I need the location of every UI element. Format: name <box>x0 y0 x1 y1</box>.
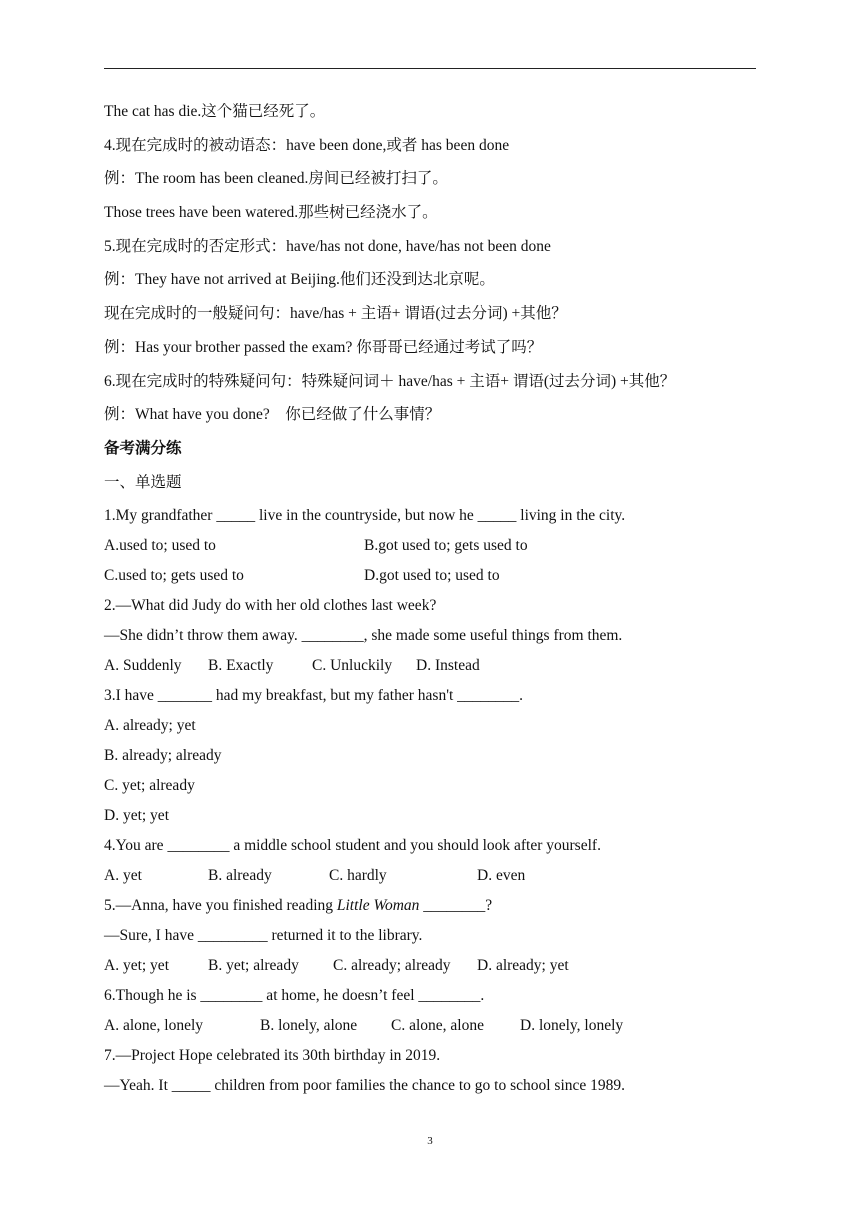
option-b: B. already; already <box>104 747 222 765</box>
option-d: D.got used to; used to <box>364 567 500 585</box>
text-line: The cat has die.这个猫已经死了。 <box>104 103 326 120</box>
option-c: C.used to; gets used to <box>104 567 244 585</box>
question-7-stem: 7.—Project Hope celebrated its 30th birthday in 2019. <box>104 1047 441 1065</box>
option-c: C. already; already <box>333 957 451 975</box>
option-b: B. already <box>208 867 272 885</box>
text-line: 5.现在完成时的否定形式：have/has not done, have/has not been done <box>104 237 551 255</box>
option-d: D. lonely, lonely <box>520 1017 624 1035</box>
page-number: 3 <box>427 1135 433 1147</box>
option-a: A. Suddenly <box>104 657 182 675</box>
option-d: D. Instead <box>416 657 480 675</box>
option-c: C. hardly <box>329 867 387 885</box>
header-rule <box>104 68 756 69</box>
option-b: B. lonely, alone <box>260 1017 358 1035</box>
question-2-stem: 2.—What did Judy do with her old clothes last week? <box>104 597 437 615</box>
book-title: Little Woman <box>336 897 420 915</box>
question-5-stem-reply: —Sure, I have _________ returned it to the library. <box>104 927 423 945</box>
question-5-stem-post: ________? <box>419 897 493 915</box>
question-1-options-row-2 <box>104 566 764 586</box>
question-3-stem: 3.I have _______ had my breakfast, but my father hasn't ________. <box>104 687 524 705</box>
question-1-stem: 1.My grandfather _____ live in the countryside, but now he _____ living in the city. <box>104 507 626 525</box>
option-d: D. even <box>477 867 526 885</box>
option-c: C. Unluckily <box>312 657 393 675</box>
question-6-stem: 6.Though he is ________ at home, he doesn’t feel ________. <box>104 987 485 1005</box>
text-line: 例：Has your brother passed the exam? 你哥哥已经通过考试了吗？ <box>104 338 543 356</box>
text-line: 现在完成时的一般疑问句：have/has + 主语+ 谓语(过去分词) +其他？ <box>104 305 567 323</box>
option-a: A.used to; used to <box>104 537 216 555</box>
text-line: 例：The room has been cleaned.房间已经被打扫了。 <box>104 170 448 188</box>
option-b: B.got used to; gets used to <box>364 537 528 555</box>
page-content <box>104 102 764 1106</box>
question-6-options <box>104 1016 764 1036</box>
question-5-stem-pre: 5.—Anna, have you finished reading <box>104 897 337 915</box>
subsection-title: 一、单选题 <box>104 473 182 491</box>
question-5-stem <box>104 896 764 916</box>
text-line: Those trees have been watered.那些树已经浇水了。 <box>104 204 438 222</box>
option-a: A. already; yet <box>104 717 196 735</box>
option-a: A. alone, lonely <box>104 1017 204 1035</box>
question-5-options <box>104 956 764 976</box>
option-d: D. yet; yet <box>104 807 169 825</box>
question-4-stem: 4.You are ________ a middle school student and you should look after yourself. <box>104 837 601 855</box>
option-b: B. yet; already <box>208 957 299 975</box>
question-1-options-row-1 <box>104 536 764 556</box>
option-c: C. alone, alone <box>391 1017 484 1035</box>
text-line: 例：What have you done? 你已经做了什么事情？ <box>104 406 441 424</box>
question-2-options <box>104 656 764 676</box>
section-title: 备考满分练 <box>104 439 182 457</box>
option-d: D. already; yet <box>477 957 569 975</box>
text-line: 例：They have not arrived at Beijing.他们还没到达北京呢。 <box>104 271 495 289</box>
option-a: A. yet <box>104 867 142 885</box>
question-2-stem-reply: —She didn’t throw them away. ________, she made some useful things from them. <box>104 627 623 645</box>
text-line: 4.现在完成时的被动语态：have been done,或者 has been done <box>104 136 510 154</box>
option-b: B. Exactly <box>208 657 274 675</box>
option-c: C. yet; already <box>104 777 195 795</box>
question-4-options <box>104 866 764 886</box>
text-line: 6.现在完成时的特殊疑问句：特殊疑问词＋ have/has + 主语+ 谓语(过去分词) +其他？ <box>104 372 676 390</box>
question-7-stem-reply: —Yeah. It _____ children from poor families the chance to go to school since 1989. <box>104 1077 626 1095</box>
option-a: A. yet; yet <box>104 957 169 975</box>
